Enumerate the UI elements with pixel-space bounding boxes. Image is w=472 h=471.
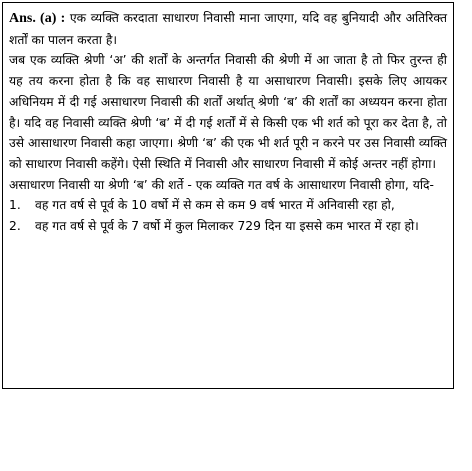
list-text: वह गत वर्ष से पूर्व के 7 वर्षो में कुल मिलाकर 729 दिन या इससे कम भारत में रहा हो।: [35, 219, 419, 234]
list-item: [9, 195, 447, 216]
answer-label: Ans. (a) :: [9, 11, 66, 26]
list-item: [9, 216, 447, 237]
conditions-list: [9, 195, 447, 236]
paragraph-category: जब एक व्यक्ति श्रेणी ‘अ’ की शर्तों के अन्तर्गत निवासी की श्रेणी में आ जाता है तो फिर तुरन्त ही यह तय करना होता है कि वह साधारण निवासी है या असाधारण निवासी। इसके लिए आयकर अधिनियम में दी गई असाधारण निवासी की शर्तों अर्थात् श्रेणी ‘ब’ की शर्तों का अध्ययन करना होता है। यदि वह निवासी व्यक्ति श्रेणी ‘ब’ में दी गई शर्तों में से किसी एक भी शर्त को पूरा कर देता है, तो उसे आसाधारण निवासी कहा जाएगा। श्रेणी ‘ब’ की एक भी शर्त पूरी न करने पर उस निवासी व्यक्ति को साधारण निवासी कहेंगे। ऐसी स्थिति में निवासी और साधारण निवासी में कोई अन्तर नहीं होगा।: [9, 53, 447, 171]
answer-box: [2, 2, 454, 389]
list-number: 2.: [9, 219, 21, 234]
list-text: वह गत वर्ष से पूर्व के 10 वर्षो में से कम से कम 9 वर्ष भारत में अनिवासी रहा हो,: [35, 198, 395, 213]
intro-text: एक व्यक्ति करदाता साधारण निवासी माना जाएगा, यदि वह बुनियादी और अतिरिक्त शर्तों का पालन करता है।: [9, 11, 448, 47]
list-number: 1.: [9, 198, 21, 213]
paragraph-conditions: असाधारण निवासी या श्रेणी ‘ब’ की शर्ते - एक व्यक्ति गत वर्ष के आसाधारण निवासी होगा, यदि-: [9, 177, 434, 192]
answer-intro: [9, 8, 447, 50]
